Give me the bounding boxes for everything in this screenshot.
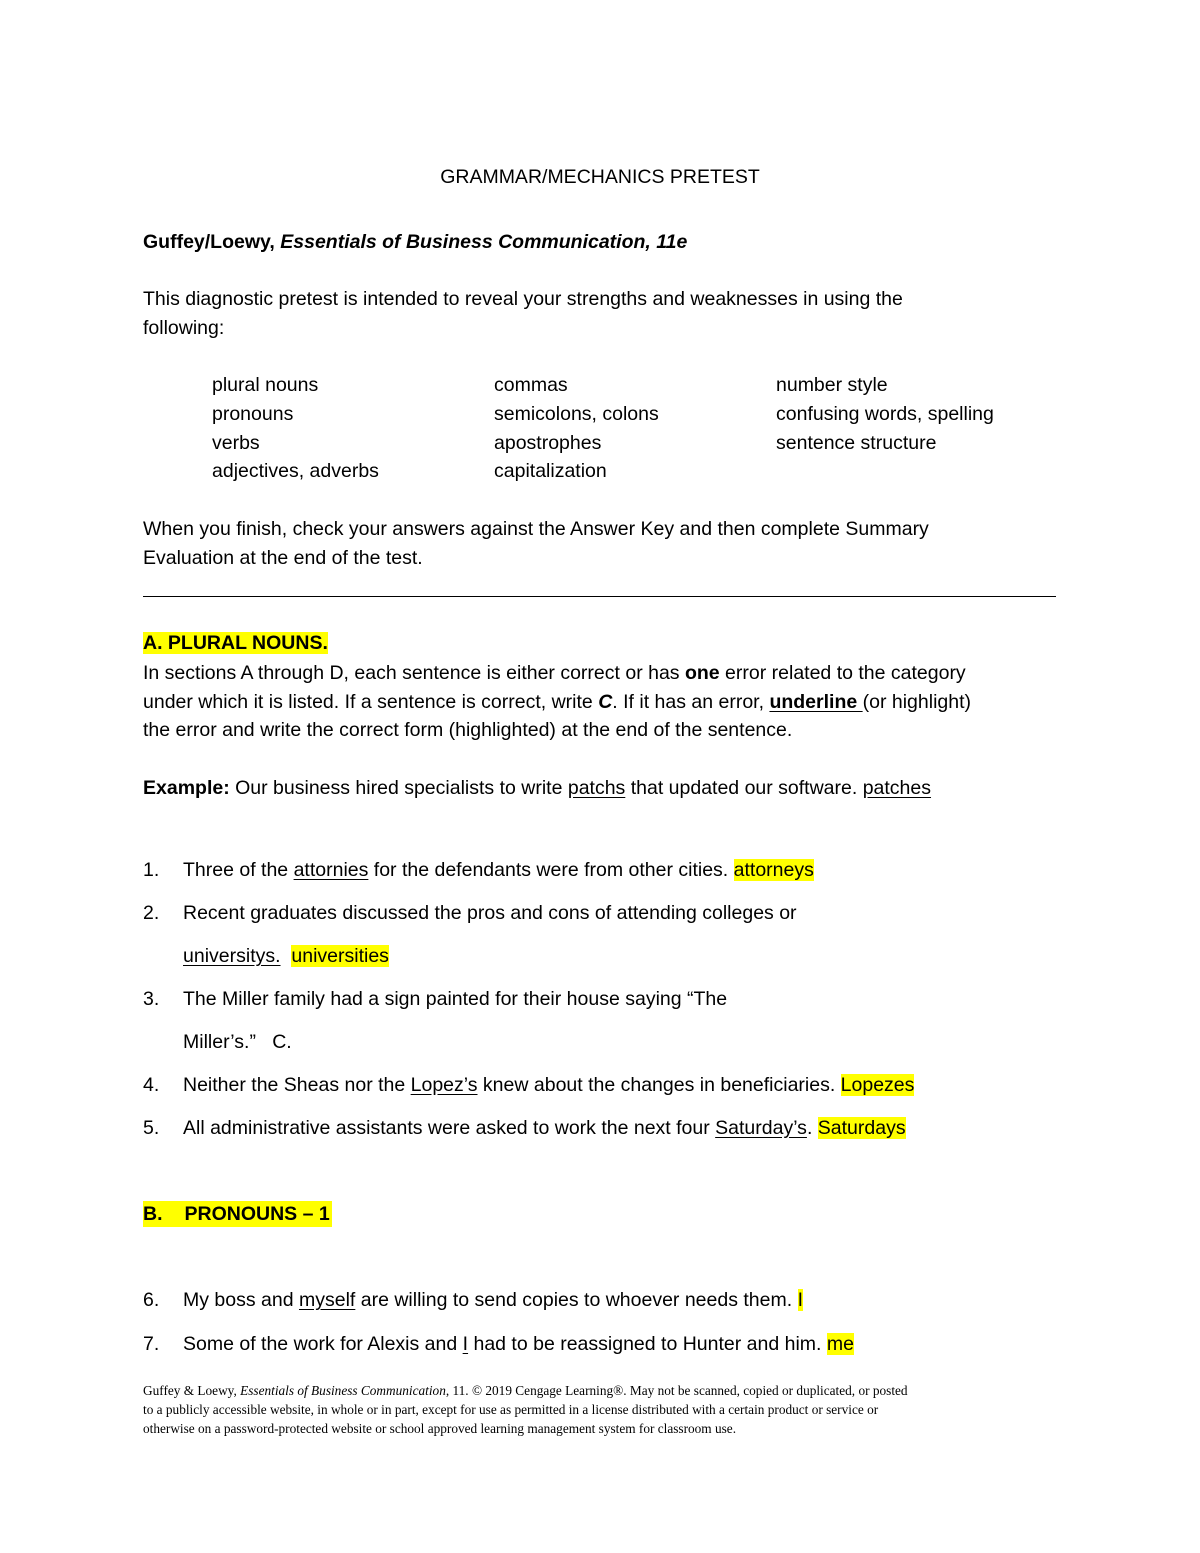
answer-highlight: I bbox=[797, 1289, 803, 1311]
instructions-underline-word: underline bbox=[769, 691, 863, 713]
topic-item: number style bbox=[776, 374, 888, 396]
question-text: Three of the bbox=[183, 859, 294, 881]
question-text: Neither the Sheas nor the bbox=[183, 1074, 411, 1096]
answer-highlight: Saturdays bbox=[817, 1117, 906, 1139]
answer-highlight: Lopezes bbox=[840, 1074, 915, 1096]
example-label: Example: bbox=[143, 777, 230, 799]
copyright-footer bbox=[143, 1381, 1058, 1438]
topic-item: capitalization bbox=[494, 460, 607, 482]
question-number: 1. bbox=[143, 859, 160, 881]
instructions-text: (or highlight) bbox=[862, 691, 972, 713]
topic-item: verbs bbox=[212, 432, 260, 454]
section-b-letter: B. bbox=[143, 1203, 163, 1225]
topic-item: adjectives, adverbs bbox=[212, 460, 379, 482]
question-number: 5. bbox=[143, 1117, 160, 1139]
book-title: Essentials of Business Communication, 11e bbox=[280, 231, 688, 253]
horizontal-divider bbox=[143, 596, 1056, 597]
answer-highlight: attorneys bbox=[733, 859, 814, 881]
question-text: are willing to send copies to whoever needs them. bbox=[355, 1289, 798, 1311]
section-a-heading-text: A. PLURAL NOUNS. bbox=[143, 632, 328, 654]
question-text: My boss and bbox=[183, 1289, 299, 1311]
question-number: 6. bbox=[143, 1289, 160, 1311]
question-3-line-2: Miller’s.” C. bbox=[183, 1031, 292, 1053]
question-4 bbox=[183, 1072, 914, 1098]
answer-highlight: me bbox=[826, 1333, 854, 1355]
example-error: patchs bbox=[567, 777, 626, 799]
section-b-heading bbox=[143, 1201, 332, 1227]
book-reference bbox=[143, 229, 687, 255]
question-number: 4. bbox=[143, 1074, 160, 1096]
instructions-text: error related to the category bbox=[719, 662, 966, 684]
topic-item: sentence structure bbox=[776, 432, 937, 454]
instructions-text: under which it is listed. If a sentence is correct, write bbox=[143, 691, 599, 713]
section-a-heading bbox=[143, 630, 328, 656]
topic-item: confusing words, spelling bbox=[776, 403, 994, 425]
topic-item: pronouns bbox=[212, 403, 294, 425]
error-word: I bbox=[462, 1333, 469, 1355]
question-6 bbox=[183, 1287, 803, 1313]
instructions-correct-mark: C bbox=[598, 691, 613, 713]
question-number: 7. bbox=[143, 1333, 160, 1355]
question-5 bbox=[183, 1115, 906, 1141]
error-word: myself bbox=[298, 1289, 356, 1311]
question-text: for the defendants were from other cities. bbox=[368, 859, 734, 881]
intro-line-2: following: bbox=[143, 317, 225, 339]
question-text: . bbox=[806, 1117, 818, 1139]
question-7 bbox=[183, 1331, 854, 1357]
example-text: Our business hired specialists to write bbox=[229, 777, 568, 799]
question-text: All administrative assistants were asked to work the next four bbox=[183, 1117, 716, 1139]
answer-highlight: universities bbox=[291, 945, 389, 967]
topic-item: plural nouns bbox=[212, 374, 319, 396]
question-number: 3. bbox=[143, 988, 160, 1010]
book-authors: Guffey/Loewy, bbox=[143, 231, 281, 253]
question-text: Some of the work for Alexis and bbox=[183, 1333, 463, 1355]
instructions-line-1 bbox=[143, 660, 966, 686]
finish-line-1: When you finish, check your answers against the Answer Key and then complete Summary bbox=[143, 518, 929, 540]
example-text: that updated our software. bbox=[625, 777, 863, 799]
intro-line-1: This diagnostic pretest is intended to reveal your strengths and weaknesses in using the bbox=[143, 288, 903, 310]
footer-text: , 11. © 2019 Cengage Learning®. May not be scanned, copied or duplicated, or posted bbox=[445, 1383, 908, 1398]
question-1 bbox=[183, 857, 814, 883]
example-answer: patches bbox=[862, 777, 932, 799]
footer-line-3: otherwise on a password-protected website or school approved learning management system for classroom use. bbox=[143, 1421, 737, 1436]
page-title: GRAMMAR/MECHANICS PRETEST bbox=[440, 166, 760, 188]
instructions-line-2 bbox=[143, 689, 971, 715]
question-3-line-1: The Miller family had a sign painted for their house saying “The bbox=[183, 988, 728, 1010]
topic-item: semicolons, colons bbox=[494, 403, 659, 425]
footer-line-1 bbox=[143, 1381, 1058, 1400]
error-word: Lopez’s bbox=[410, 1074, 478, 1096]
instructions-text: In sections A through D, each sentence is either correct or has bbox=[143, 662, 685, 684]
instructions-text: . If it has an error, bbox=[612, 691, 770, 713]
error-word: attornies bbox=[293, 859, 369, 881]
error-word: universitys. bbox=[183, 945, 281, 967]
question-number: 2. bbox=[143, 902, 160, 924]
question-2-line-2 bbox=[183, 943, 389, 969]
finish-line-2: Evaluation at the end of the test. bbox=[143, 547, 423, 569]
section-b-title: PRONOUNS – 1 bbox=[184, 1203, 330, 1225]
question-text: knew about the changes in beneficiaries. bbox=[477, 1074, 841, 1096]
topic-item: apostrophes bbox=[494, 432, 602, 454]
footer-book-title: Essentials of Business Communication bbox=[240, 1383, 446, 1398]
example-sentence bbox=[143, 775, 931, 801]
instructions-emphasis: one bbox=[684, 662, 720, 684]
footer-line-2: to a publicly accessible website, in whole or in part, except for use as permitted in a license distributed with a certain product or service or bbox=[143, 1402, 879, 1417]
error-word: Saturday’s bbox=[715, 1117, 807, 1139]
question-2-line-1: Recent graduates discussed the pros and cons of attending colleges or bbox=[183, 902, 797, 924]
footer-text: Guffey & Loewy, bbox=[143, 1383, 241, 1398]
topic-item: commas bbox=[494, 374, 568, 396]
instructions-line-3: the error and write the correct form (highlighted) at the end of the sentence. bbox=[143, 719, 793, 741]
question-text: had to be reassigned to Hunter and him. bbox=[468, 1333, 827, 1355]
